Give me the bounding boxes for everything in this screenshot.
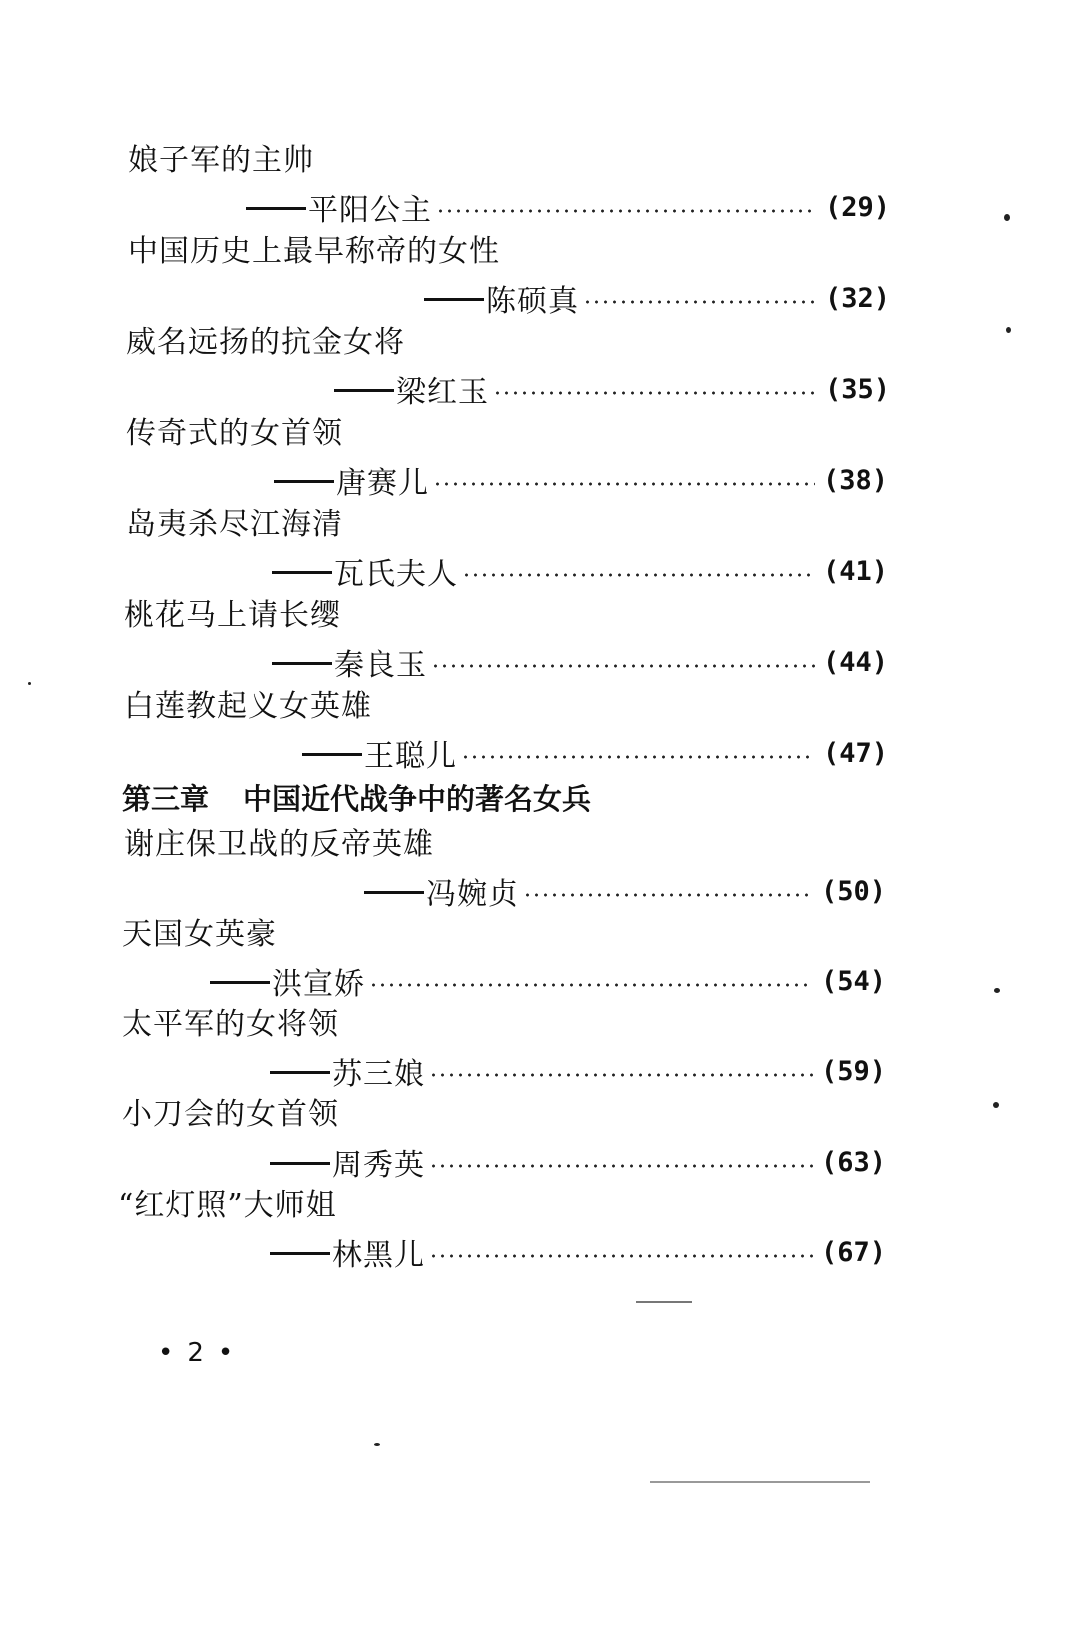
chapter-title: 中国近代战争中的著名女兵 [243, 782, 592, 816]
toc-entry-line [270, 1232, 886, 1272]
em-dash [364, 891, 424, 894]
toc-entry-name: 王聪儿 [364, 739, 457, 774]
toc-entry-name: 苏三娘 [332, 1057, 425, 1092]
toc-entry-line [302, 733, 888, 773]
toc-entry-title: 小刀会的女首领 [122, 1097, 339, 1132]
toc-entry-line [334, 369, 890, 409]
toc-entry-page: (63) [820, 1146, 886, 1178]
toc-entry-name: 唐赛儿 [336, 466, 429, 501]
chapter-heading [122, 779, 591, 819]
dot-leader [429, 1072, 813, 1078]
toc-entry-name: 陈硕真 [486, 284, 579, 319]
toc-entry-title: 桃花马上请长缨 [124, 598, 341, 633]
toc-entry-title: 岛夷杀尽江海清 [126, 507, 343, 542]
toc-entry-name: 洪宣娇 [272, 967, 365, 1002]
dot-leader [583, 299, 817, 305]
toc-entry-page: (67) [820, 1236, 886, 1268]
toc-entry-title: 白莲教起义女英雄 [124, 689, 372, 724]
toc-entry-title: 谢庄保卫战的反帝英雄 [124, 827, 434, 862]
toc-entry-name: 秦良玉 [334, 648, 427, 683]
page-number [158, 1338, 233, 1368]
dot-leader [431, 663, 815, 669]
toc-entry-title: 传奇式的女首领 [126, 416, 343, 451]
folio-bullet-left: • [158, 1338, 174, 1368]
toc-entry-line [246, 187, 890, 227]
toc-entry-line [364, 871, 886, 911]
toc-entry-line [210, 961, 886, 1001]
folio-number: 2 [187, 1338, 204, 1368]
scan-speck [28, 682, 31, 685]
toc-entry-title: 中国历史上最早称帝的女性 [128, 234, 500, 269]
toc-entry-line [274, 460, 888, 500]
scan-speck [374, 1443, 380, 1446]
em-dash [270, 1162, 330, 1165]
toc-entry-line [272, 551, 888, 591]
scan-smudge [636, 1301, 692, 1303]
dot-leader [493, 390, 817, 396]
scan-speck [1004, 214, 1010, 221]
toc-entry-name: 周秀英 [332, 1148, 425, 1183]
dot-leader [369, 982, 813, 988]
toc-entry-page: (32) [824, 282, 890, 314]
em-dash [274, 480, 334, 483]
toc-entry-title: 天国女英豪 [122, 917, 277, 952]
dot-leader [436, 208, 817, 214]
folio-bullet-right: • [217, 1338, 234, 1368]
scan-speck [994, 988, 1000, 993]
em-dash [270, 1252, 330, 1255]
toc-entry-name: 冯婉贞 [426, 877, 519, 912]
dot-leader [429, 1253, 813, 1259]
toc-entry-page: (38) [822, 464, 888, 496]
toc-entry-line [270, 1142, 886, 1182]
scan-speck [1006, 327, 1011, 333]
em-dash [334, 389, 394, 392]
toc-entry-title: 娘子军的主帅 [128, 143, 314, 178]
toc-entry-page: (35) [824, 373, 890, 405]
toc-entry-name: 林黑儿 [332, 1238, 425, 1273]
em-dash [272, 662, 332, 665]
toc-entry-name: 梁红玉 [396, 375, 489, 410]
dot-leader [433, 481, 815, 487]
chapter-number: 第三章 [122, 782, 210, 816]
toc-entry-page: (41) [822, 555, 888, 587]
toc-entry-page: (29) [824, 191, 890, 223]
toc-entry-title: 威名远扬的抗金女将 [126, 325, 405, 360]
dot-leader [461, 754, 815, 760]
dot-leader [462, 572, 815, 578]
toc-entry-name: 平阳公主 [308, 193, 432, 228]
toc-entry-title: “红灯照”大师姐 [118, 1188, 337, 1223]
toc-entry-page: (44) [822, 646, 888, 678]
toc-entry-page: (54) [820, 965, 886, 997]
dot-leader [429, 1163, 813, 1169]
toc-entry-line [272, 642, 888, 682]
dot-leader [523, 892, 813, 898]
toc-entry-line [424, 278, 890, 318]
em-dash [246, 207, 306, 210]
toc-entry-page: (47) [822, 737, 888, 769]
em-dash [302, 753, 362, 756]
em-dash [270, 1071, 330, 1074]
toc-entry-page: (50) [820, 875, 886, 907]
em-dash [424, 298, 484, 301]
scan-speck [993, 1102, 999, 1108]
em-dash [210, 981, 270, 984]
toc-entry-title: 太平军的女将领 [122, 1007, 339, 1042]
em-dash [272, 571, 332, 574]
toc-entry-name: 瓦氏夫人 [334, 557, 458, 592]
scan-smudge [650, 1481, 870, 1483]
toc-entry-page: (59) [820, 1055, 886, 1087]
toc-entry-line [270, 1051, 886, 1091]
